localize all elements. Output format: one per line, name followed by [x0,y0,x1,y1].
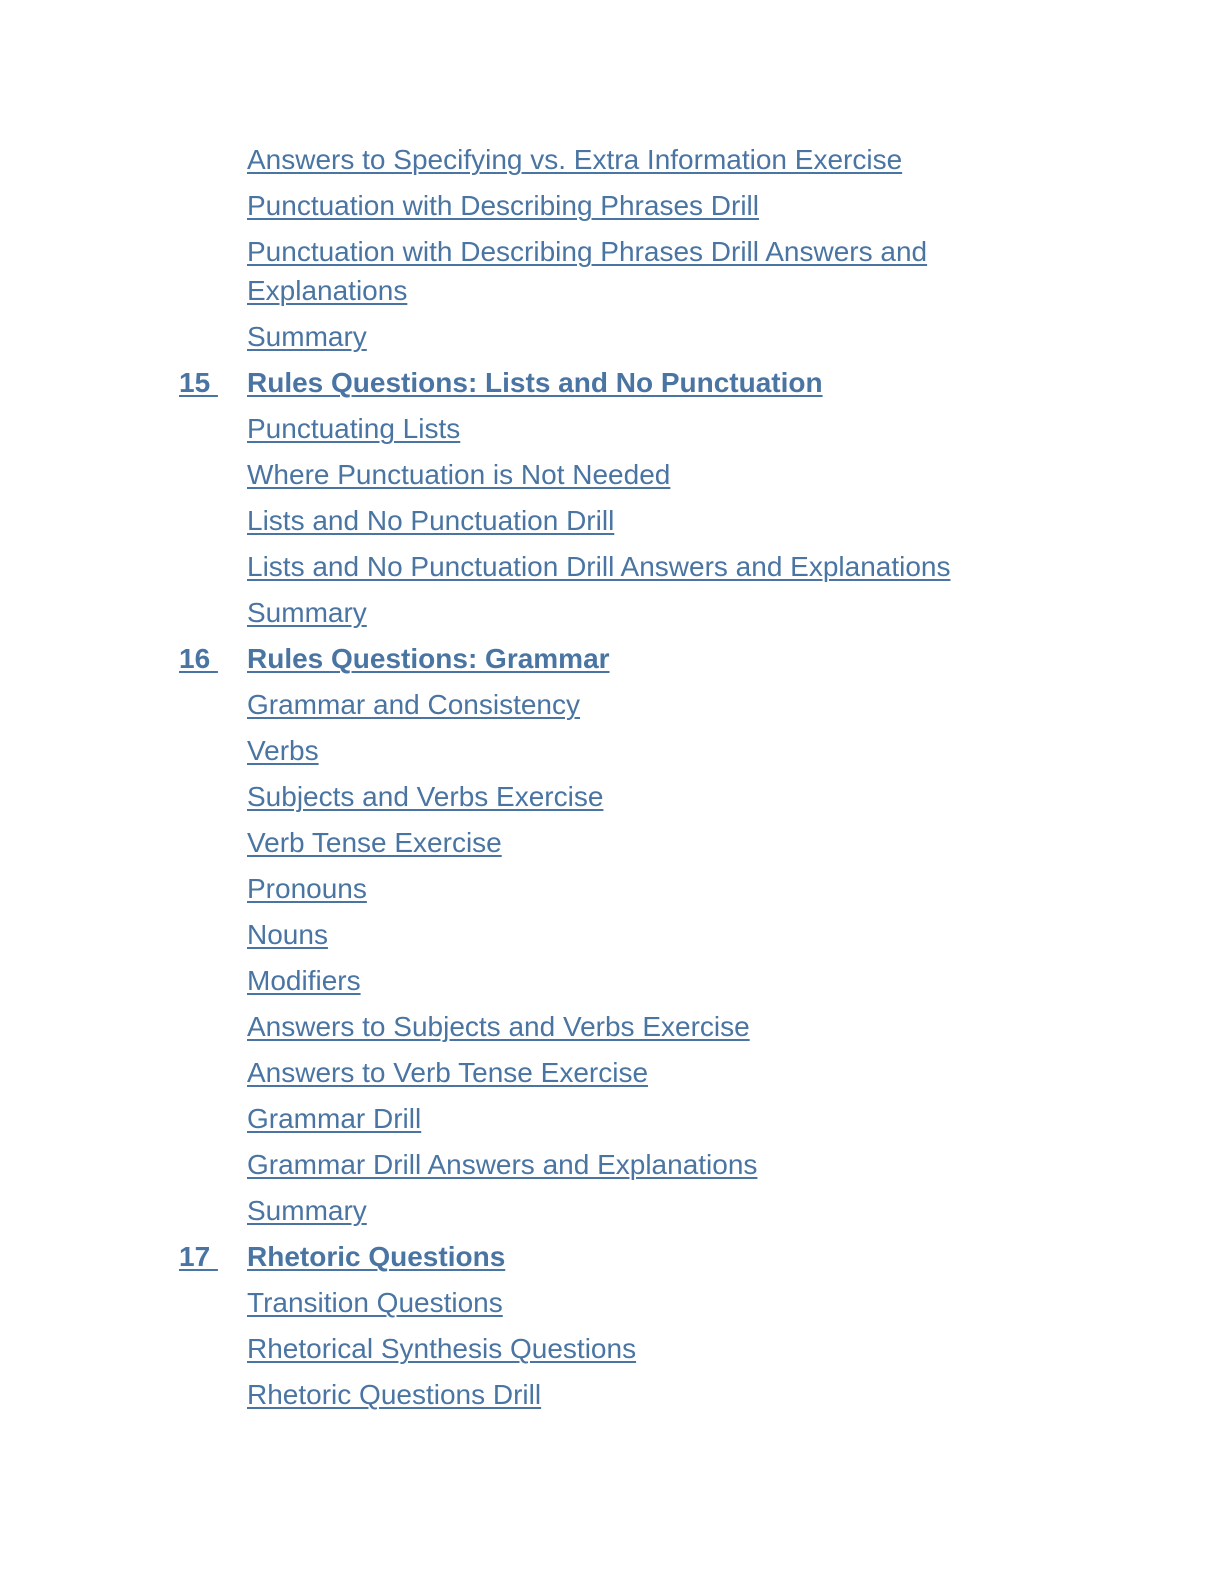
toc-link[interactable]: Transition Questions [247,1287,503,1318]
toc-entry [0,731,1224,777]
toc-entry [0,1283,1224,1329]
toc-link[interactable]: Rhetoric Questions Drill [247,1379,542,1410]
toc-link[interactable]: Rhetorical Synthesis Questions [247,1333,637,1364]
toc-chapter-15 [0,363,1224,409]
toc-link[interactable]: Summary [247,597,367,628]
toc-link[interactable]: Nouns [247,919,328,950]
toc-link[interactable]: Punctuating Lists [247,413,461,444]
chapter-title[interactable]: Rules Questions: Grammar [247,643,610,674]
toc-link[interactable]: Punctuation with Describing Phrases Drill [247,190,759,221]
toc-chapter-17 [0,1237,1224,1283]
toc-entry [0,1053,1224,1099]
chapter-number[interactable]: 16 [179,643,218,674]
toc-entry [0,140,1224,186]
toc-entry [0,915,1224,961]
toc-link[interactable]: Lists and No Punctuation Drill [247,505,615,536]
toc-entry [0,455,1224,501]
toc-entry [0,1145,1224,1191]
toc-entry [0,1099,1224,1145]
toc-link[interactable]: Punctuation with Describing Phrases Drill Answers and Explanations [247,236,928,306]
toc-link[interactable]: Where Punctuation is Not Needed [247,459,671,490]
toc-link[interactable]: Subjects and Verbs Exercise [247,781,604,812]
chapter-number[interactable]: 17 [179,1241,218,1272]
chapter-title[interactable]: Rhetoric Questions [247,1241,506,1272]
toc-entry [0,961,1224,1007]
toc-entry [0,685,1224,731]
toc-link[interactable]: Lists and No Punctuation Drill Answers and Explanations [247,551,951,582]
toc-entry [0,823,1224,869]
toc-entry [0,409,1224,455]
chapter-number[interactable]: 15 [179,367,218,398]
toc-link[interactable]: Answers to Verb Tense Exercise [247,1057,649,1088]
toc-link[interactable]: Grammar and Consistency [247,689,581,720]
toc-entry [0,547,1224,593]
toc-entry [0,186,1224,232]
toc-link[interactable]: Pronouns [247,873,367,904]
toc-entry [0,1007,1224,1053]
toc-link[interactable]: Modifiers [247,965,361,996]
toc-link[interactable]: Answers to Specifying vs. Extra Information Exercise [247,144,903,175]
toc-entry [0,317,1224,363]
toc-link[interactable]: Summary [247,1195,367,1226]
toc-link[interactable]: Grammar Drill [247,1103,422,1134]
toc-entry [0,1191,1224,1237]
chapter-title[interactable]: Rules Questions: Lists and No Punctuation [247,367,823,398]
toc-link[interactable]: Verbs [247,735,319,766]
toc-chapter-16 [0,639,1224,685]
toc-entry [0,1329,1224,1375]
toc-entry [0,232,1224,317]
toc-link[interactable]: Answers to Subjects and Verbs Exercise [247,1011,750,1042]
toc-entry [0,593,1224,639]
table-of-contents [0,140,1224,1421]
toc-link[interactable]: Grammar Drill Answers and Explanations [247,1149,758,1180]
toc-entry [0,1375,1224,1421]
toc-link[interactable]: Summary [247,321,367,352]
toc-link[interactable]: Verb Tense Exercise [247,827,502,858]
toc-entry [0,501,1224,547]
toc-entry [0,869,1224,915]
toc-entry [0,777,1224,823]
